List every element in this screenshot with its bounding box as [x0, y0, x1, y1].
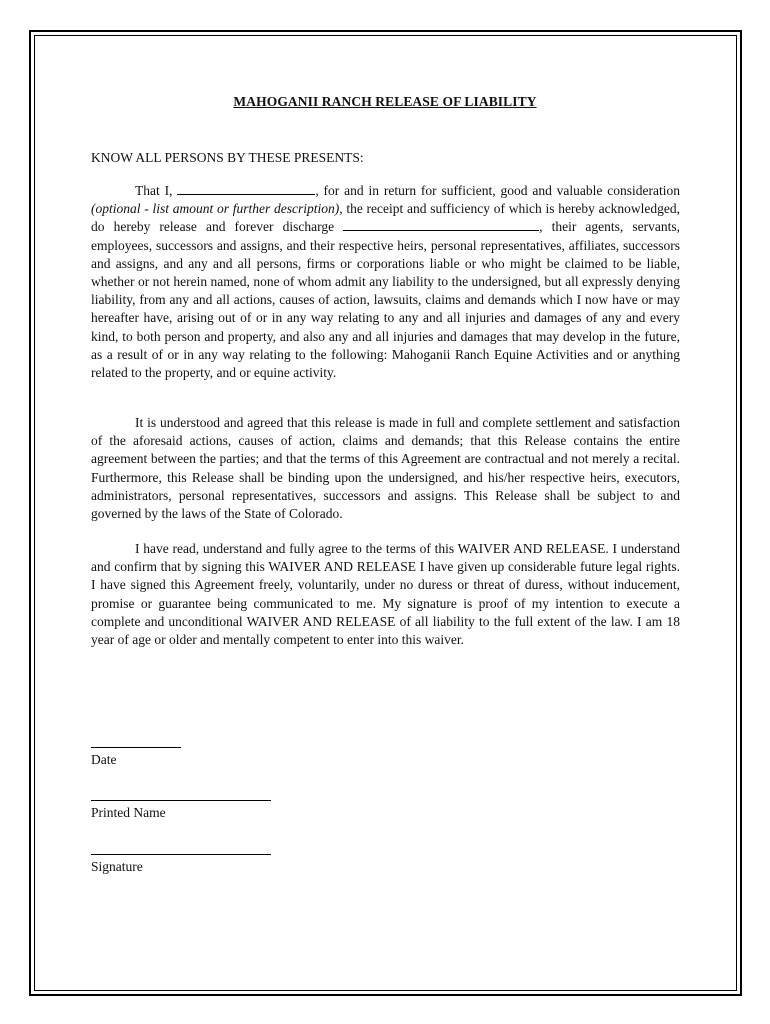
greeting-line: KNOW ALL PERSONS BY THESE PRESENTS:: [91, 150, 364, 165]
signature-label: Signature: [91, 859, 143, 874]
date-label: Date: [91, 752, 117, 767]
printed-name-signature-line[interactable]: [91, 800, 271, 801]
printed-name-label: Printed Name: [91, 805, 166, 820]
acknowledgement-paragraph: I have read, understand and fully agree to the terms of this WAIVER AND RELEASE. I understand and confirm that by signing this WAIVER AND RELEASE I have given up considerable future legal rights. I have signed this Agreement freely, voluntarily, under no duress or threat of duress, without inducement, promise or guarantee being communicated to me. My signature is proof of my intention to execute a complete and unconditional WAIVER AND RELEASE of all liability to the full extent of the law. I am 18 year of age or older and mentally competent to enter into this waiver.: [91, 541, 680, 648]
document-title: MAHOGANII RANCH RELEASE OF LIABILITY: [233, 94, 537, 109]
release-intro: That I,: [135, 183, 173, 198]
release-paragraph: That I, , for and in return for sufficient, good and valuable consideration (optional - list amount or further description), the receipt and sufficiency of which is hereby acknowledged, do hereby release and forever discharge , their agents, servants, employees, successors and assigns, and their respective heirs, personal representatives, affiliates, successors and assigns, and any and all persons, firms or corporations liable or who might be claimed to be liable, whether or not herein named, none of whom admit any liability to the undersigned, but all expressly denying liability, from any and all actions, causes of action, lawsuits, claims and demands which I now have or may hereafter have, arising out of or in any way relating to any and all injuries and damages of any and every kind, to both person and property, and also any and all injuries and damages that may develop in the future, as a result of or in any way relating to the following: Mahoganii Ranch Equine Activities and or anything related to the property, and or equine activity.: [91, 183, 681, 381]
releasee-name-blank[interactable]: [343, 218, 539, 231]
optional-consideration-note: (optional - list amount or further description): [91, 201, 340, 217]
settlement-paragraph: It is understood and agreed that this release is made in full and complete settlement and satisfaction of the aforesaid actions, causes of action, claims and demands; that this Release contains the entire agreement between the parties; and that the terms of this Agreement are contractual and not merely a recital. Furthermore, this Release shall be binding upon the undersigned, and his/her respective heirs, executors, administrators, personal representatives, successors and assigns. This Release shall be subject to and governed by the laws of the State of Colorado.: [91, 415, 680, 522]
date-signature-line[interactable]: [91, 747, 181, 748]
signature-line[interactable]: [91, 854, 271, 855]
releasor-name-blank[interactable]: [177, 182, 315, 195]
